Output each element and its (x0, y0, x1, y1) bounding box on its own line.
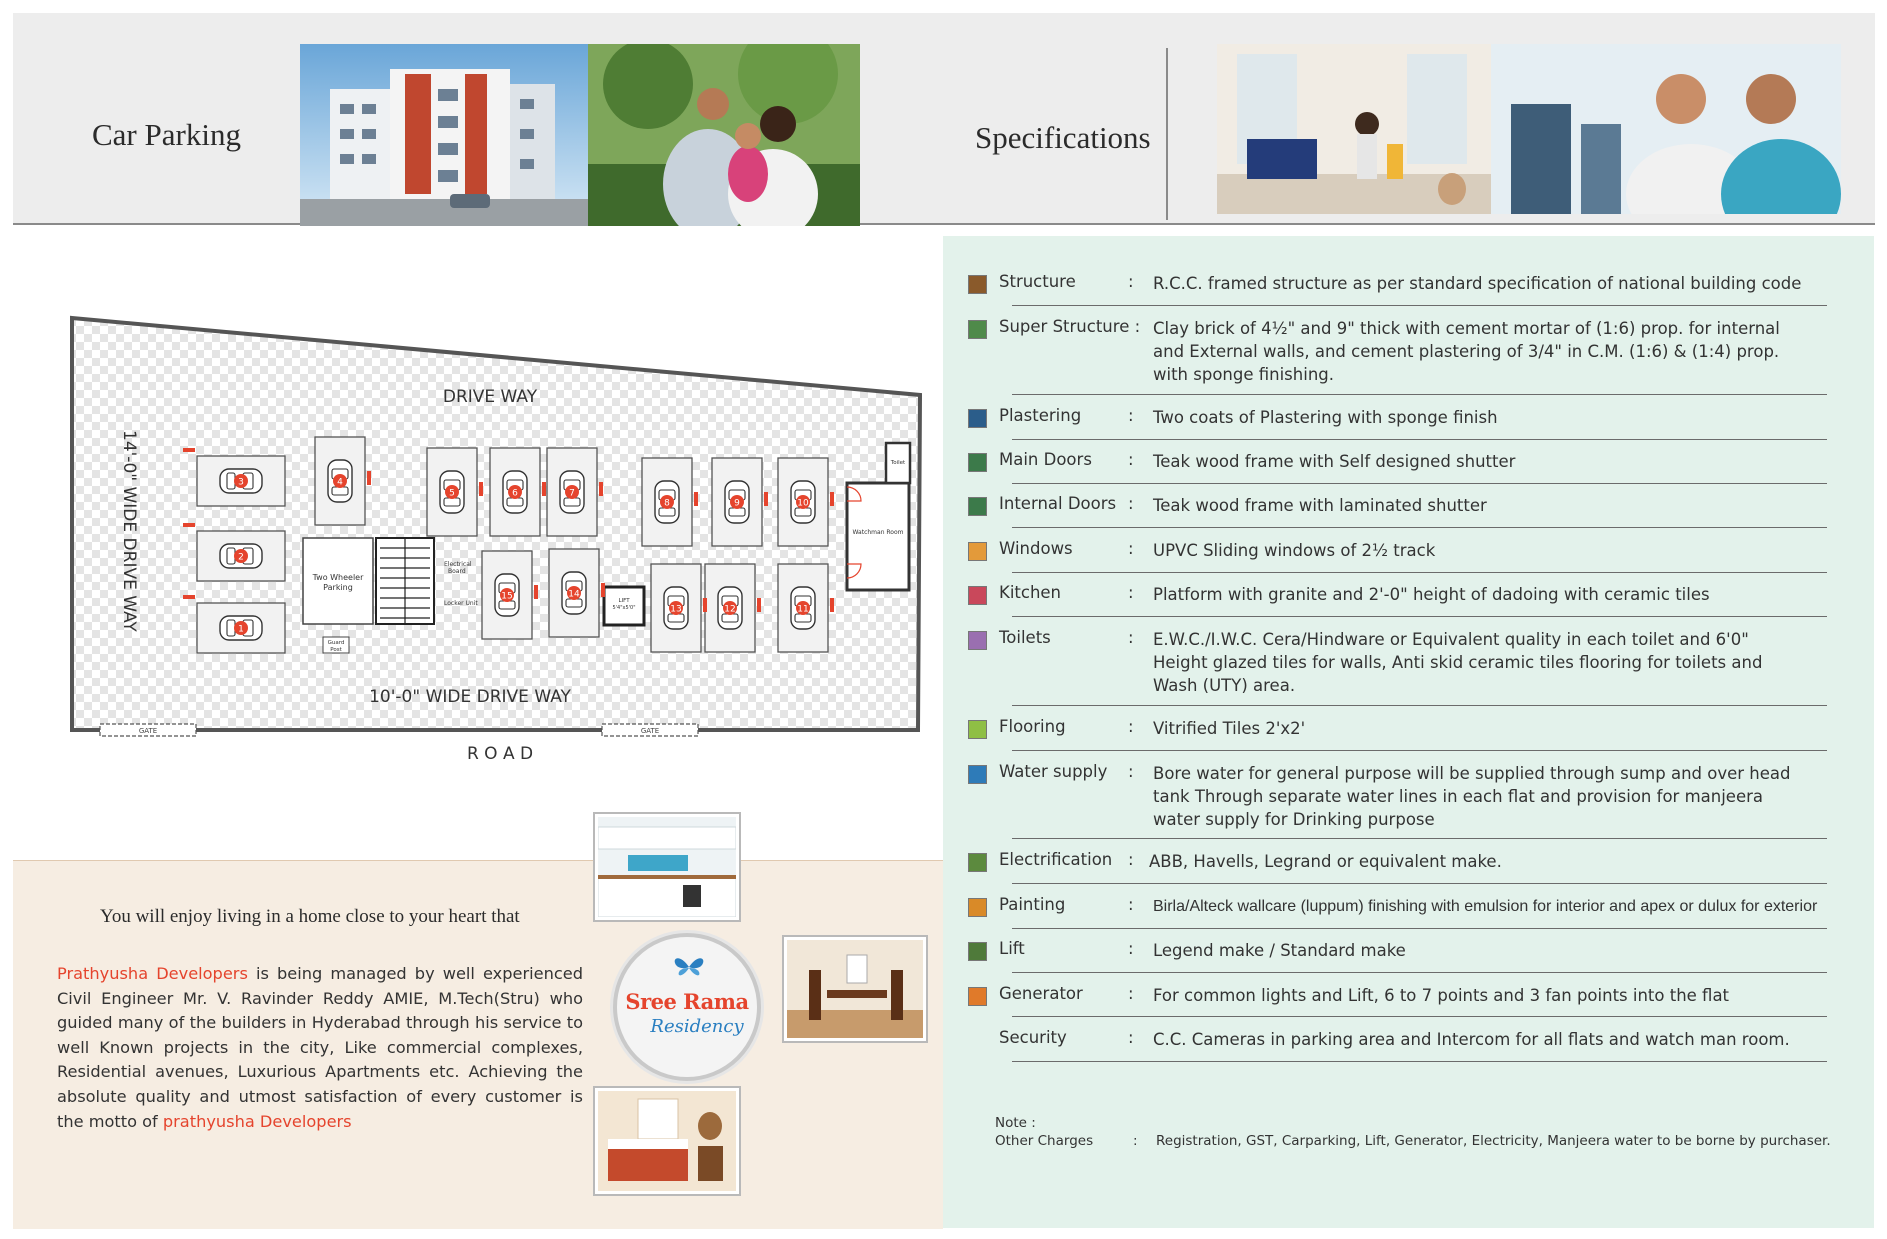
spec-colon: : (1128, 1028, 1134, 1047)
parking-floor-plan (60, 310, 940, 770)
other-charges-value: Registration, GST, Carparking, Lift, Generator, Electricity, Manjeera water to be borne by purchaser. (1156, 1133, 1831, 1149)
spec-divider (1012, 838, 1827, 839)
slot-number: 15 (501, 591, 513, 602)
super-structure-icon (968, 320, 987, 339)
spec-colon: : (1128, 939, 1134, 958)
spec-divider (1012, 928, 1827, 929)
spec-label: Painting (999, 895, 1066, 914)
column-marker (830, 598, 834, 612)
spec-colon: : (1128, 717, 1134, 736)
spec-value: Bore water for general purpose will be supplied through sump and over head tank Through separate water lines in each flat and provision for manjeera water supply for Drinking purpose (1153, 764, 1791, 829)
spec-label: Structure (999, 272, 1076, 291)
spec-label: Kitchen (999, 583, 1062, 602)
spec-label: Plastering (999, 406, 1082, 425)
slot-number: 6 (512, 488, 518, 499)
spec-colon: : (1128, 450, 1134, 469)
spec-value: C.C. Cameras in parking area and Intercom for all flats and watch man room. (1153, 1030, 1790, 1049)
two-wheeler-label-1: Two Wheeler (312, 573, 364, 582)
building-photo (300, 44, 588, 226)
spec-divider (1012, 1061, 1827, 1062)
electrification-icon (968, 853, 987, 872)
spec-colon: : (1128, 539, 1134, 558)
spec-colon: : (1128, 583, 1134, 602)
slot-number: 1 (238, 624, 244, 635)
about-body: is being managed by well experienced Civil Engineer Mr. V. Ravinder Reddy AMIE, M.Tech(Stru) who guided many of the builders in Hyderabad through his service to well Known projects in the city, Like commercial complexes, Residential avenues, Luxurious Apartments etc. Achieving the absolute quality and utmost satisfaction of every customer is the motto of (57, 964, 583, 1131)
column-marker (757, 598, 761, 612)
logo-subtitle: Residency (650, 1016, 744, 1037)
flooring-icon (968, 720, 987, 739)
spec-divider (1012, 483, 1827, 484)
lift-icon (968, 942, 987, 961)
spec-label: Main Doors (999, 450, 1092, 469)
top-driveway-label: DRIVE WAY (442, 387, 538, 407)
spec-divider (1012, 305, 1827, 306)
spec-value: UPVC Sliding windows of 2½ track (1153, 541, 1436, 560)
column-marker (367, 471, 371, 485)
spec-colon: : (1128, 850, 1134, 869)
spec-value: E.W.C./I.W.C. Cera/Hindware or Equivalent quality in each toilet and 6'0" Height glazed tiles for walls, Anti skid ceramic tiles flooring for toilets and Wash (UTY) area. (1153, 630, 1763, 695)
spec-divider (1012, 572, 1827, 573)
water-supply-icon (968, 765, 987, 784)
specifications-title: Specifications (975, 120, 1151, 155)
two-wheeler-label-2: Parking (323, 583, 353, 592)
spec-divider (1012, 1016, 1827, 1017)
spec-value: Birla/Alteck wallcare (luppum) finishing with emulsion for interior and apex or dulux for exterior (1153, 898, 1818, 915)
spec-value: ABB, Havells, Legrand or equivalent make. (1149, 852, 1502, 871)
slot-number: 7 (569, 488, 575, 499)
spec-colon: : (1128, 494, 1134, 513)
column-marker (599, 482, 603, 496)
couple-photo (1491, 44, 1841, 214)
slot-number: 3 (238, 477, 244, 488)
spec-divider (1012, 883, 1827, 884)
column-marker (694, 492, 698, 506)
other-charges-label: Other Charges (995, 1133, 1094, 1149)
painting-icon (968, 898, 987, 917)
locker-label: Locker Unit (444, 600, 478, 607)
spec-colon: : (1128, 628, 1134, 647)
sree-rama-logo (613, 933, 761, 1081)
lift-label-2: 5'4"x5'0" (612, 605, 636, 611)
spec-divider (1012, 527, 1827, 528)
spec-value: Legend make / Standard make (1153, 941, 1406, 960)
structure-icon (968, 275, 987, 294)
spec-colon: : (1128, 984, 1134, 1003)
bottom-driveway-label: 10'-0" WIDE DRIVE WAY (369, 687, 571, 707)
column-marker (534, 585, 538, 599)
column-marker (542, 482, 546, 496)
column-marker (703, 598, 707, 612)
spec-label: Super Structure : (999, 317, 1141, 336)
spec-colon: : (1128, 272, 1134, 291)
dining-photo (782, 935, 928, 1043)
spec-label: Internal Doors (999, 494, 1117, 513)
spec-divider (1012, 972, 1827, 973)
about-paragraph (57, 962, 583, 1134)
plastering-icon (968, 409, 987, 428)
note-title: Note : (995, 1115, 1036, 1131)
spec-divider (1012, 439, 1827, 440)
lift-label-1: LIFT (618, 598, 630, 604)
slot-number: 13 (670, 604, 682, 615)
slot-number: 12 (724, 604, 736, 615)
slot-number: 8 (664, 498, 670, 509)
main-door-icon (968, 453, 987, 472)
guard-label-1: Guard (327, 640, 345, 646)
road-label: R O A D (466, 744, 534, 764)
spec-value: Vitrified Tiles 2'x2' (1153, 719, 1306, 738)
spec-colon: : (1128, 895, 1134, 914)
column-marker (764, 492, 768, 506)
slot-number: 4 (337, 477, 343, 488)
column-marker (601, 583, 605, 597)
toilet-label: Toilet (890, 460, 906, 466)
kitchen-photo (593, 812, 741, 922)
spec-value: For common lights and Lift, 6 to 7 points and 3 fan points into the flat (1153, 986, 1730, 1005)
toilet-icon (968, 631, 987, 650)
header-divider (1166, 48, 1168, 220)
butterfly-icon (671, 953, 707, 983)
window-icon (968, 542, 987, 561)
spec-label: Windows (999, 539, 1073, 558)
spec-label: Generator (999, 984, 1083, 1003)
spec-label: Lift (999, 939, 1025, 958)
other-charges-colon: : (1133, 1133, 1138, 1149)
spec-value: Clay brick of 4½" and 9" thick with cement mortar of (1:6) prop. for internal and External walls, and cement plastering of 3/4" in C.M. (1:6) & (1:4) prop. with sponge finishing. (1153, 319, 1780, 384)
spec-label: Electrification (999, 850, 1113, 869)
spec-label: Toilets (999, 628, 1051, 647)
slot-number: 11 (797, 604, 809, 615)
spec-value: Platform with granite and 2'-0" height of dadoing with ceramic tiles (1153, 585, 1710, 604)
electrical-label-2: Board (448, 568, 466, 575)
spec-label: Flooring (999, 717, 1066, 736)
guard-label-2: Post (330, 647, 342, 653)
column-marker (830, 492, 834, 506)
spec-colon: : (1128, 762, 1134, 781)
column-marker (479, 482, 483, 496)
watchman-label: Watchman Room (852, 529, 904, 536)
company-name-end: prathyusha Developers (162, 1111, 352, 1131)
spec-divider (1012, 750, 1827, 751)
internal-door-icon (968, 497, 987, 516)
slot-number: 10 (797, 498, 809, 509)
spec-divider (1012, 705, 1827, 706)
side-driveway-label: 14'-0" WIDE DRIVE WAY (119, 430, 139, 632)
slot-number: 14 (568, 589, 580, 600)
kitchen-icon (968, 586, 987, 605)
column-marker (183, 595, 195, 599)
spec-colon: : (1128, 406, 1134, 425)
slot-number: 5 (449, 488, 455, 499)
electrical-label-1: Electrical (444, 561, 472, 568)
column-marker (183, 523, 195, 527)
gate-right-label: GATE (640, 727, 660, 735)
car-parking-title: Car Parking (92, 117, 241, 152)
spec-value: Two coats of Plastering with sponge finish (1153, 408, 1498, 427)
family-photo (588, 44, 860, 226)
about-tagline: You will enjoy living in a home close to your heart that (100, 906, 520, 927)
spec-value: R.C.C. framed structure as per standard specification of national building code (1153, 274, 1802, 293)
spec-divider (1012, 394, 1827, 395)
spec-value: Teak wood frame with laminated shutter (1153, 496, 1487, 515)
living-room-photo (1217, 44, 1491, 214)
logo-title: Sree Rama (625, 989, 749, 1014)
generator-icon (968, 987, 987, 1006)
column-marker (183, 448, 195, 452)
spec-divider (1012, 616, 1827, 617)
spec-label: Security (999, 1028, 1067, 1047)
slot-number: 2 (238, 552, 244, 563)
bedroom-photo (593, 1086, 741, 1196)
gate-left-label: GATE (138, 727, 158, 735)
spec-label: Water supply (999, 762, 1108, 781)
slot-number: 9 (734, 498, 740, 509)
spec-value: Teak wood frame with Self designed shutter (1153, 452, 1516, 471)
company-name: Prathyusha Developers (57, 964, 248, 983)
